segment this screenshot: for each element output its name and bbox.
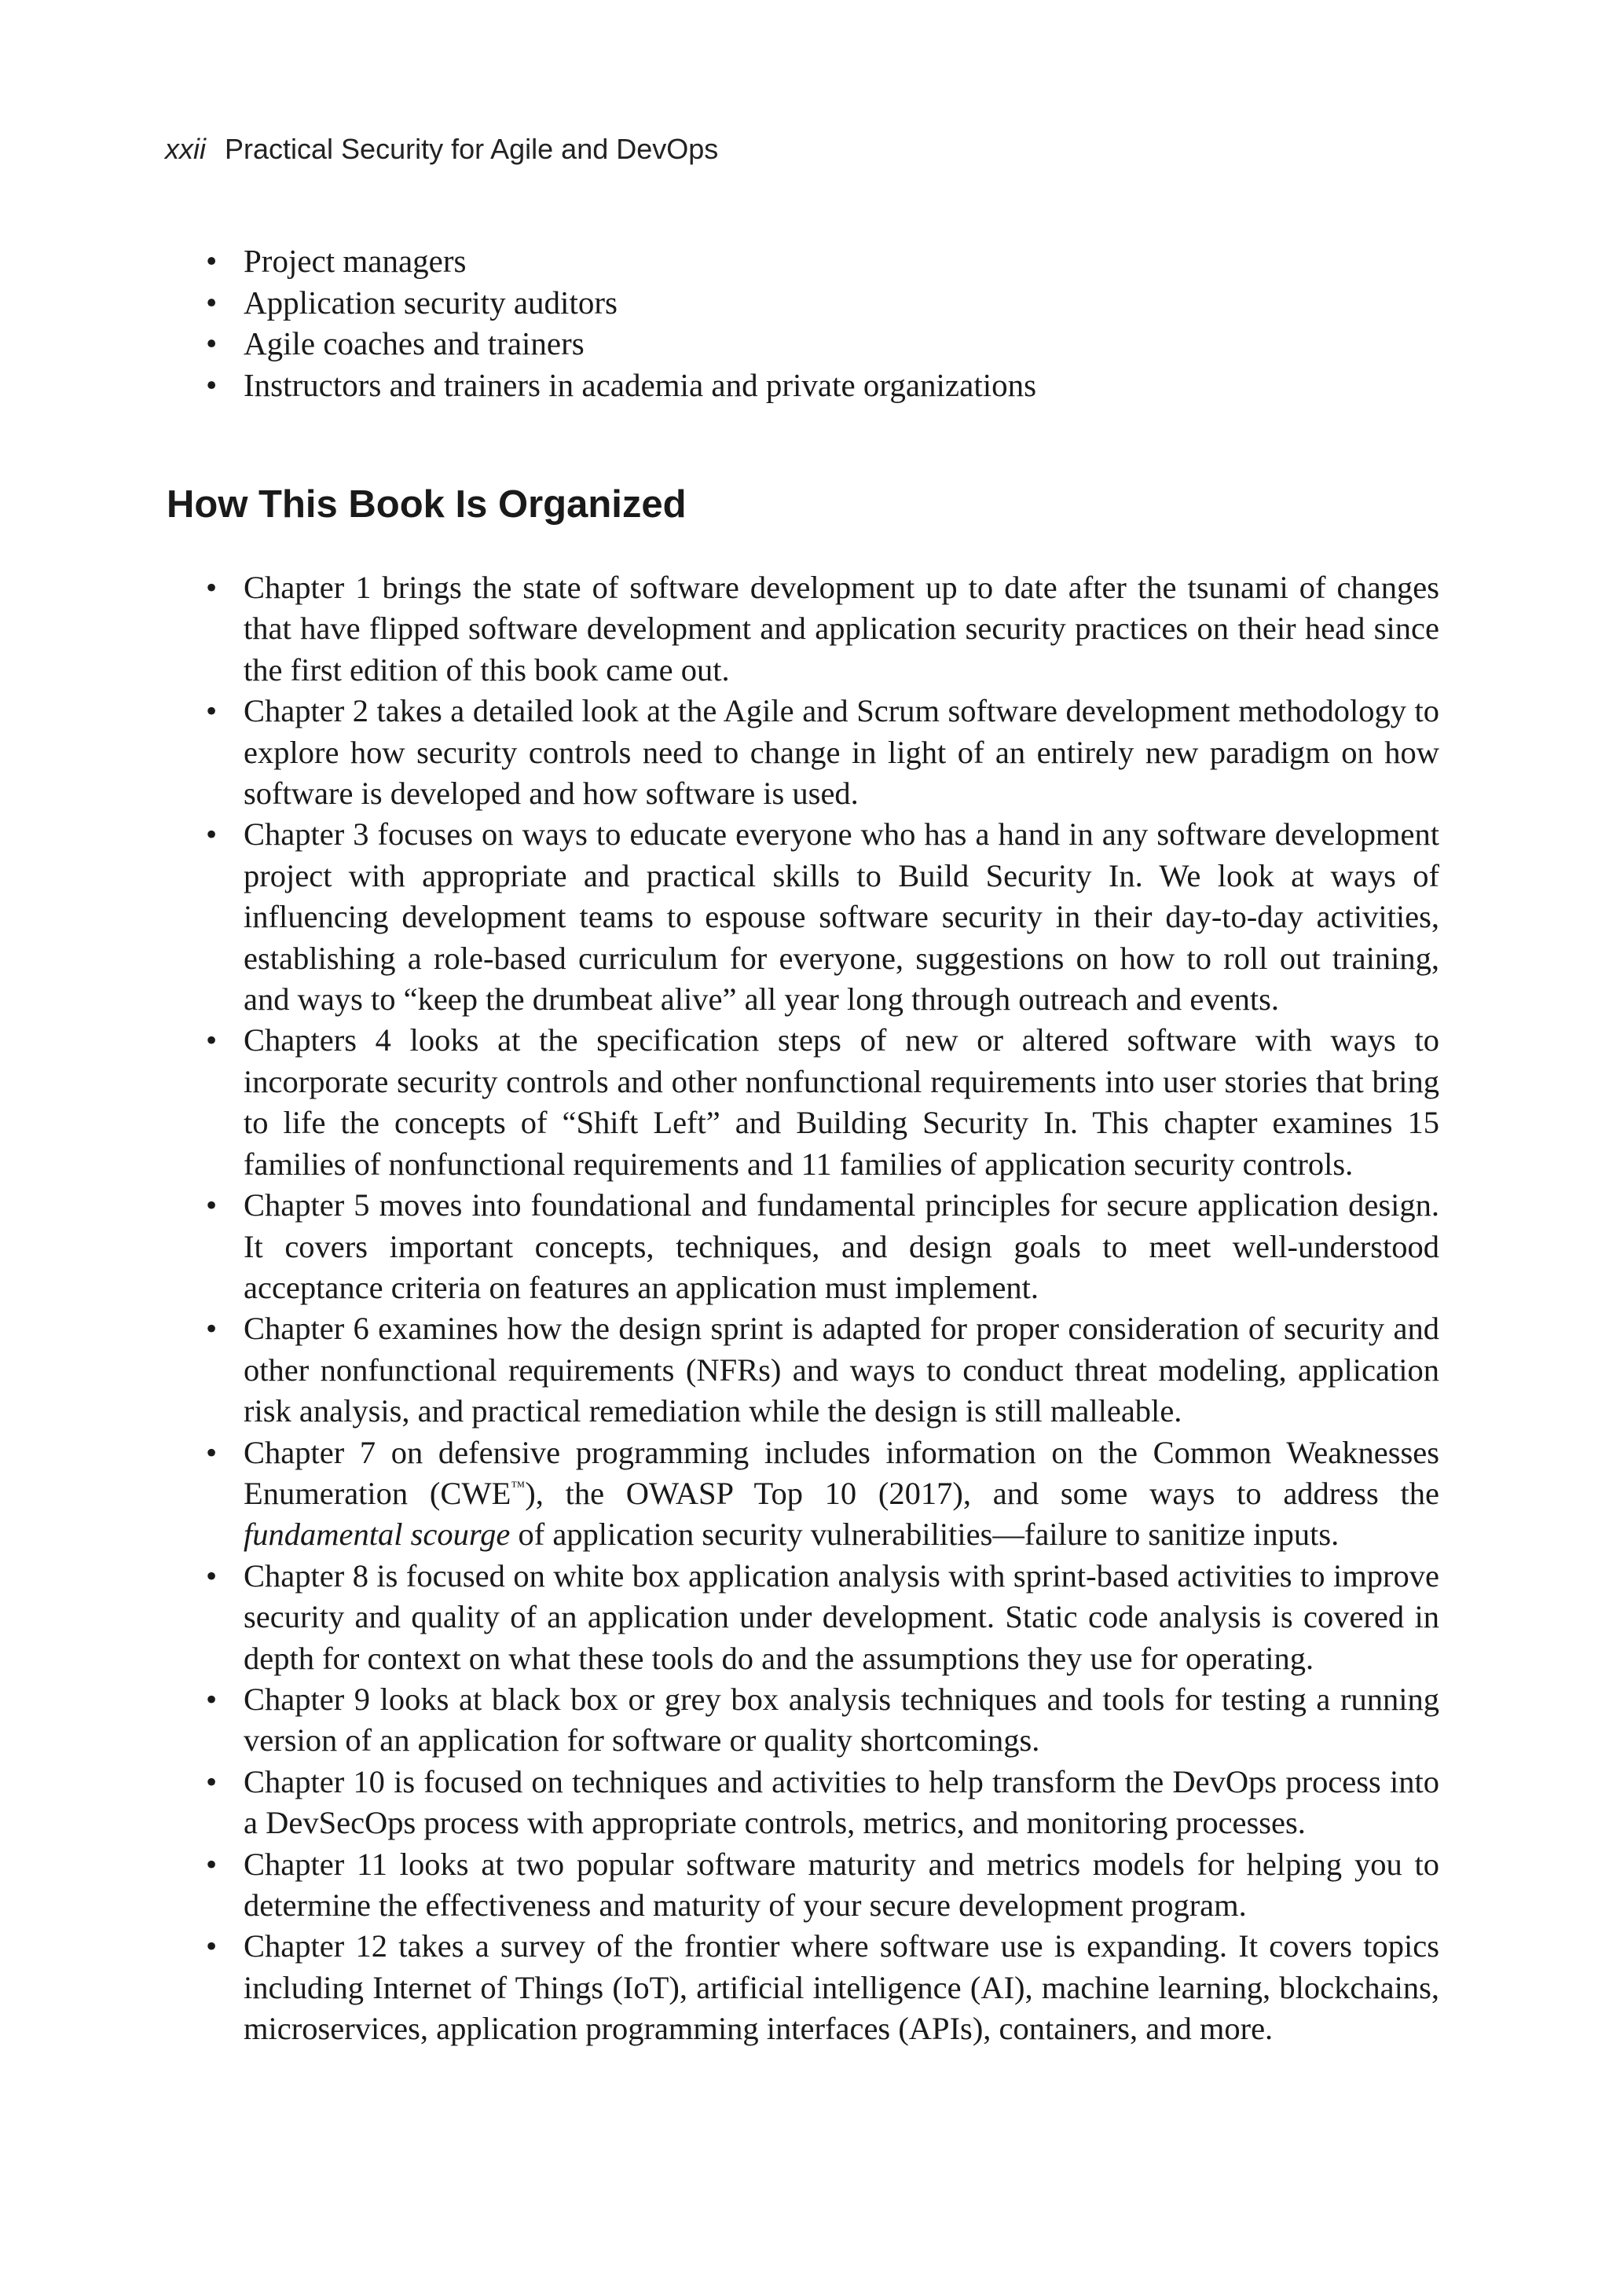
chapter-2-summary — [206, 691, 1439, 814]
chapter-5-summary — [206, 1185, 1439, 1308]
book-title: Practical Security for Agile and DevOps — [225, 133, 719, 165]
chapter-text: Chapter 6 examines how the design sprint is adapted for proper consideration of security and other nonfunctional requirements (NFRs) and ways to conduct threat modeling, application risk analysis, and practical remediation while the design is still malleable. — [244, 1311, 1439, 1429]
chapter-3-summary — [206, 814, 1439, 1020]
bullet-icon: • — [206, 1846, 218, 1882]
list-item — [206, 282, 1227, 324]
audience-list — [206, 240, 1227, 405]
chapter-text: Chapter 2 takes a detailed look at the Agile and Scrum software development methodology to explore how security controls need to change in light of an entirely new paradigm on how software is developed and how software is used. — [244, 693, 1439, 812]
chapter-6-summary — [206, 1308, 1439, 1432]
bullet-icon: • — [206, 1434, 218, 1470]
chapter-text: Chapter 11 looks at two popular software maturity and metrics models for helping you to determine the effectiveness and maturity of your secure development program. — [244, 1846, 1439, 1923]
chapter-4-summary — [206, 1020, 1439, 1185]
bullet-icon: • — [206, 1557, 218, 1594]
section-heading: How This Book Is Organized — [167, 483, 687, 526]
list-item-text: Application security auditors — [244, 284, 618, 321]
list-item — [206, 323, 1227, 365]
chapter-text: Chapter 12 takes a survey of the frontier where software use is expanding. It covers topics including Internet of Things (IoT), artificial intelligence (AI), machine learning, blockchains, microservices, application programming interfaces (APIs), containers, and more. — [244, 1928, 1439, 2047]
chapter-11-summary — [206, 1844, 1439, 1927]
running-header — [165, 132, 718, 167]
chapter-10-summary — [206, 1762, 1439, 1844]
bullet-icon: • — [206, 693, 218, 729]
chapter-text-part: Chapter 7 on defensive programming includes information on the Common Weaknesses Enumeration (CWE — [244, 1434, 1439, 1511]
bullet-icon: • — [206, 1311, 218, 1347]
bullet-icon: • — [206, 325, 218, 361]
chapter-text: Chapter 1 brings the state of software development up to date after the tsunami of changes that have flipped software development and application security practices on their head since the first edition of this book came out. — [244, 570, 1439, 688]
chapter-text: Chapter 3 focuses on ways to educate everyone who has a hand in any software development project with appropriate and practical skills to Build Security In. We look at ways of influencing development teams to espouse software security in their day-to-day activities, establishing a role-based curriculum for everyone, suggestions on how to roll out training, and ways to “keep the drumbeat alive” all year long through outreach and events. — [244, 816, 1439, 1018]
bullet-icon: • — [206, 243, 218, 279]
bullet-icon: • — [206, 284, 218, 321]
chapter-7-summary — [206, 1432, 1439, 1556]
bullet-icon: • — [206, 366, 218, 403]
chapter-12-summary — [206, 1926, 1439, 2049]
chapter-9-summary — [206, 1679, 1439, 1762]
chapter-text: Chapter 5 moves into foundational and fundamental principles for secure application design. It covers important concepts, techniques, and design goals to meet well-understood acceptance criteria on features an application must implement. — [244, 1187, 1439, 1305]
bullet-icon: • — [206, 1187, 218, 1223]
bullet-icon: • — [206, 1022, 218, 1058]
chapter-summary-list — [206, 567, 1439, 2050]
list-item-text: Project managers — [244, 243, 467, 279]
bullet-icon: • — [206, 570, 218, 605]
emphasized-term: fundamental scourge — [244, 1517, 511, 1553]
chapter-8-summary — [206, 1556, 1439, 1679]
bullet-icon: • — [206, 1928, 218, 1964]
bullet-icon: • — [206, 1681, 218, 1717]
chapter-text-part: of application security vulnerabilities—failure to sanitize inputs. — [510, 1517, 1340, 1553]
chapter-text: Chapters 4 looks at the specification steps of new or altered software with ways to incorporate security controls and other nonfunctional requirements into user stories that bring to life the concepts of “Shift Left” and Building Security In. This chapter examines 15 families of nonfunctional requirements and 11 families of application security controls. — [244, 1022, 1439, 1182]
page-number: xxii — [165, 133, 206, 165]
chapter-1-summary — [206, 567, 1439, 691]
chapter-text — [244, 1435, 1439, 1553]
bullet-icon: • — [206, 1763, 218, 1799]
list-item-text: Instructors and trainers in academia and private organizations — [244, 366, 1037, 403]
chapter-text: Chapter 8 is focused on white box application analysis with sprint-based activities to improve security and quality of an application under development. Static code analysis is covered in depth for context on what these tools do and the assumptions they use for operating. — [244, 1557, 1439, 1676]
list-item — [206, 240, 1227, 282]
list-item — [206, 365, 1227, 406]
chapter-text: Chapter 9 looks at black box or grey box analysis techniques and tools for testing a running version of an application for software or quality shortcomings. — [244, 1681, 1439, 1759]
chapter-text-part: ), the OWASP Top 10 (2017), and some ways to address the — [525, 1475, 1439, 1511]
chapter-text: Chapter 10 is focused on techniques and activities to help transform the DevOps process into a DevSecOps process with appropriate controls, metrics, and monitoring processes. — [244, 1763, 1439, 1841]
bullet-icon: • — [206, 816, 218, 853]
list-item-text: Agile coaches and trainers — [244, 325, 585, 361]
trademark-symbol: ™ — [511, 1478, 526, 1495]
